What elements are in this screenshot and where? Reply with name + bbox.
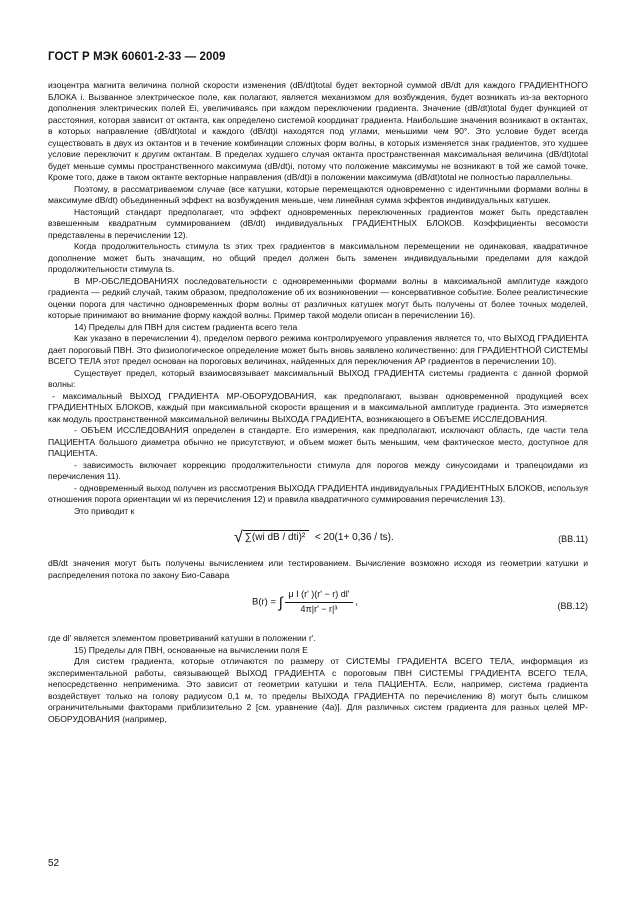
paragraph: изоцентра магнита величина полной скорости изменения (dB/dt)total будет векторной суммой dB/dt для каждого ГРАДИЕНТНОГО БЛОКА i. Вызванное электрическое поле, как полагают, является механизмом для возбуждения, будет возникать из-за векторного дополнения электрических полей Ei, увеличиваясь при каждом переключении градиента. Значение (dB/dt)total будет функцией от расстояния, которая зависит от октанта, как определено системой координат градиента. Наибольшие значения возникают в октантах, в которых направление (dB/dt)total и каждого (dB/dt)i находятся под углами, меньшими чем 90°. Это условие будет всегда существовать в двух из октантов и в течение комбинации сложных форм волны, в которых изменяется знак градиентов, это худшее условие переключит к другим октантам. В пределах худшего случая октанта пространственная максимальная величина (dB/dt)total будет меньше суммы пространственного максимума (dB/dt)i, потому что положение максимумы не возникают в той же самой точке. Кроме того, даже в таком октанте векторные направления (dB/dt)i в положении максимума (dB/dt)total не полностью параллельны. <box>48 80 588 182</box>
list-item: - ОБЪЕМ ИССЛЕДОВАНИЯ определен в стандарте. Его измерения, как предполагают, исключают область, где части тела ПАЦИЕНТА большого диаметра обычно не присутствуют, и объем может быть меньшим, чем фактическое место, доступное для ПАЦИЕНТА. <box>48 425 588 458</box>
document-body <box>48 80 588 725</box>
paragraph: где dl' является элементом проветриваний катушки в положении r'. <box>48 633 316 643</box>
list-item: - одновременный выход получен из рассмотрения ВЫХОДА ГРАДИЕНТА индивидуальных ГРАДИЕНТНЫХ БЛОКОВ, используя отношения порога ориентации wi из перечисления 12) и правила квадратичного суммирования перечисления 13). <box>48 482 588 504</box>
equation-bb12 <box>48 587 588 627</box>
sqrt-sign: √ <box>234 529 243 546</box>
page-number: 52 <box>48 858 60 869</box>
equation-bb11-lhs: ∑(wi dB / dti)² <box>243 530 309 544</box>
paragraph: В МР-ОБСЛЕДОВАНИЯХ последовательности с одновременными формами волны в максимальной амплитуде каждого градиента — редкий случай, таким образом, предположение об их возникновении — консервативное событие. Более реалистические оценки порога для частично одновременных форм волны от различных катушек могут быть получены от более точных моделей, которые принимают во внимание форму каждой волны. Пример такой модели описан в перечислении 16). <box>48 275 588 320</box>
section-heading: 14) Пределы для ПВН для систем градиента всего тела <box>74 321 298 332</box>
paragraph: Существует предел, который взаимосвязывает максимальный ВЫХОД ГРАДИЕНТА системы градиента с данной формой волны: <box>48 367 588 389</box>
paragraph: Поэтому, в рассматриваемом случае (все катушки, которые перемещаются одновременно с идентичными формами волны в максимуме dB/dt) объединенный эффект на возбуждения меньше, чем линейная сумма эффектов индивидуальных катушек. <box>48 183 588 205</box>
page-header: ГОСТ Р МЭК 60601-2-33 — 2009 <box>48 51 226 63</box>
equation-bb12-numerator: μ I (r' )(r' − r) dl' <box>285 589 352 603</box>
equation-bb11-content <box>234 530 394 544</box>
equation-number: (BB.11) <box>558 534 588 544</box>
equation-bb11-rhs: < 20(1+ 0,36 / ts). <box>314 532 394 543</box>
list-item: - максимальный ВЫХОД ГРАДИЕНТА МР-ОБОРУДОВАНИЯ, как предполагают, вызван одновременной продукцией всех ГРАДИЕНТНЫХ БЛОКОВ, каждый при максимальной скорости вращения и в максимальной амплитуде градиента. Это измеряется как модуль пространственной максимальной величины ВЫХОДА ГРАДИЕНТА, возникающего в ОБЪЕМЕ ИССЛЕДОВАНИЯ. <box>48 390 588 424</box>
section-heading: 15) Пределы для ПВН, основанные на вычислении поля E <box>74 644 308 655</box>
equation-bb12-fraction <box>285 589 352 615</box>
equation-number: (BB.12) <box>557 601 588 611</box>
equation-bb12-content: B(r) = ∫ $\frac{\text{μ I (r' )(r' − r) dl'}}{\text{4π|r' − r|³}}$ , <box>252 589 358 614</box>
equation-bb11 <box>48 524 588 554</box>
paragraph: Когда продолжительность стимула ts этих трех градиентов в максимальном перемещении не одинаковая, квадратичное дополнение может быть значащим, но общий предел должен быть заменен индивидуальными пределами для каждой продолжительности стимула ts. <box>48 241 588 274</box>
equation-bb12-denominator: 4π|r' − r|³ <box>300 603 338 614</box>
paragraph: Для систем градиента, которые отличаются по размеру от СИСТЕМЫ ГРАДИЕНТА ВСЕГО ТЕЛА, информация из экспериментальной работы, связывающей ВЫХОД ГРАДИЕНТА с пороговым ПВН СИСТЕМЫ ГРАДИЕНТА ВСЕГО ТЕЛА, непосредственно неприменима. Это зависит от геометрии катушки и тела ПАЦИЕНТА. Если, например, система градиента воздействует только на голову радиусом 0,1 м, то пределы ВЫХОДА ГРАДИЕНТА по перечислению 8) могут быть слишком ограничительными факторами приблизительно 2 [см. уравнение (4a)]. Для различных систем градиента для разных целей МР-ОБОРУДОВАНИЯ (например, <box>48 656 588 724</box>
paragraph: Как указано в перечислении 4), пределом первого режима контролируемого управления является то, что ВЫХОД ГРАДИЕНТА дает пороговый ПВН. Это физиологическое определение может быть вновь заявлено количественно: для ГРАДИЕНТНОЙ СИСТЕМЫ ВСЕГО ТЕЛА этот предел основан на пороговых величинах, найденных для переключения AP градиентов в перечислении 10). <box>48 333 588 366</box>
paragraph: Это приводит к <box>74 505 135 516</box>
paragraph: dB/dt значения могут быть получены вычислением или тестированием. Вычисление возможно исходя из геометрии катушки и распределения потока по закону Био-Савара <box>48 558 588 580</box>
equation-bb12-lhs: B(r) = <box>252 596 277 608</box>
integral-sign: ∫ <box>278 594 283 612</box>
list-item: - зависимость включает коррекцию продолжительности стимула для порогов между синусоидами и трапецоидами из перечисления 11). <box>48 459 588 481</box>
paragraph: Настоящий стандарт предполагает, что эффект одновременных переключенных градиентов может быть представлен взвешенным квадратным суммированием (dB/dt) индивидуальных ГРАДИЕНТНЫХ БЛОКОВ. Коэффициенты весомости представлены в перечислении 12). <box>48 206 588 240</box>
